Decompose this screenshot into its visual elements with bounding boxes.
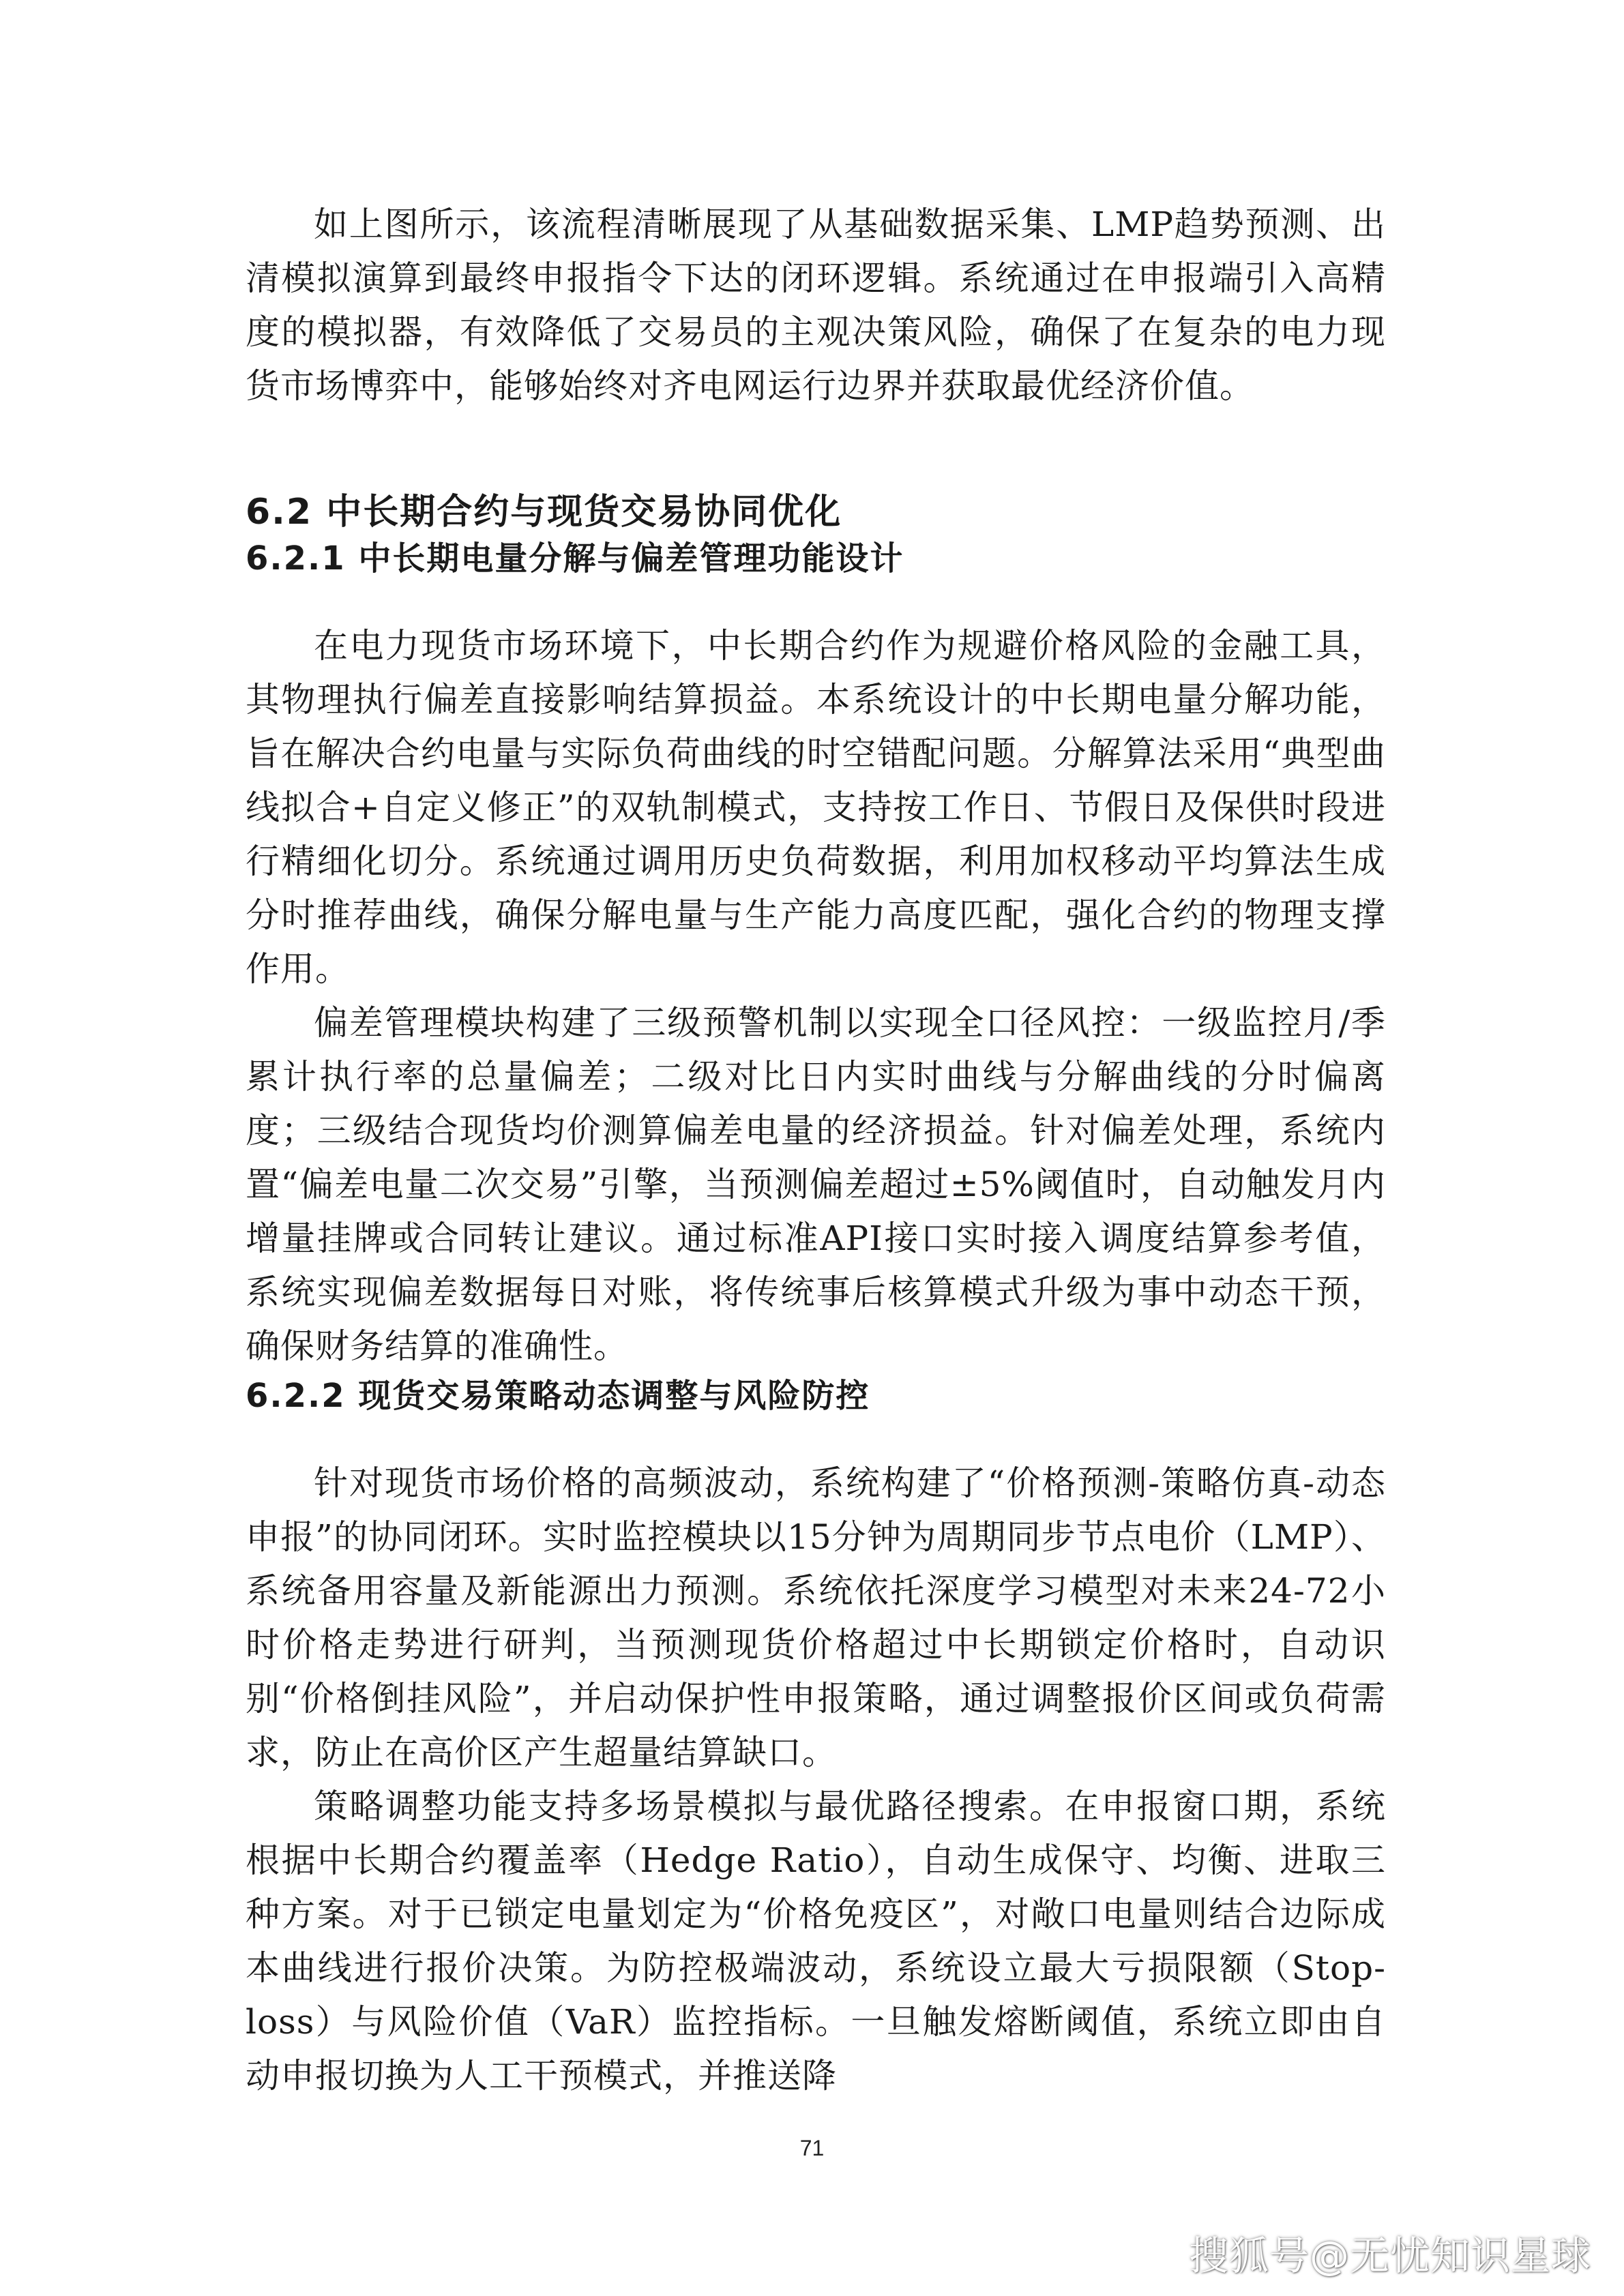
paragraph-spot-strategy: 针对现货市场价格的高频波动，系统构建了“价格预测-策略仿真-动态申报”的协同闭环。实时监控模块以15分钟为周期同步节点电价（LMP）、系统备用容量及新能源出力预测。系统依托深度学习模型对未来24-72小时价格走势进行研判，当预测现货价格超过中长期锁定价格时，自动识别“价格倒挂风险”，并启动保护性申报策略，通过调整报价区间或负荷需求，防止在高价区产生超量结算缺口。: [246, 1463, 1386, 1772]
page-number: 71: [799, 2136, 825, 2160]
subsection-heading-6-2-2: 6.2.2 现货交易策略动态调整与风险防控: [246, 1377, 870, 1415]
section-heading: 6.2 中长期合约与现货交易协同优化: [246, 492, 842, 533]
document-page: [246, 198, 1386, 2103]
paragraph-decomposition: 在电力现货市场环境下，中长期合约作为规避价格风险的金融工具，其物理执行偏差直接影响结算损益。本系统设计的中长期电量分解功能，旨在解决合约电量与实际负荷曲线的时空错配问题。分解算法采用“典型曲线拟合+自定义修正”的双轨制模式，支持按工作日、节假日及保供时段进行精细化切分。系统通过调用历史负荷数据，利用加权移动平均算法生成分时推荐曲线，确保分解电量与生产能力高度匹配，强化合约的物理支撑作用。: [246, 626, 1386, 989]
paragraph-deviation-management: 偏差管理模块构建了三级预警机制以实现全口径风控：一级监控月/季累计执行率的总量偏差；二级对比日内实时曲线与分解曲线的分时偏离度；三级结合现货均价测算偏差电量的经济损益。针对偏差处理，系统内置“偏差电量二次交易”引擎，当预测偏差超过±5%阈值时，自动触发月内增量挂牌或合同转让建议。通过标准API接口实时接入调度结算参考值，系统实现偏差数据每日对账，将传统事后核算模式升级为事中动态干预，确保财务结算的准确性。: [246, 1003, 1386, 1366]
subsection-heading-6-2-1: 6.2.1 中长期电量分解与偏差管理功能设计: [246, 539, 904, 578]
paragraph-risk-control: 策略调整功能支持多场景模拟与最优路径搜索。在申报窗口期，系统根据中长期合约覆盖率（Hedge Ratio），自动生成保守、均衡、进取三种方案。对于已锁定电量划定为“价格免疫区”，对敞口电量则结合边际成本曲线进行报价决策。为防控极端波动，系统设立最大亏损限额（Stop-loss）与风险价值（VaR）监控指标。一旦触发熔断阈值，系统立即由自动申报切换为人工干预模式，并推送降: [246, 1787, 1386, 2096]
intro-paragraph: 如上图所示，该流程清晰展现了从基础数据采集、LMP趋势预测、出清模拟演算到最终申报指令下达的闭环逻辑。系统通过在申报端引入高精度的模拟器，有效降低了交易员的主观决策风险，确保了在复杂的电力现货市场博弈中，能够始终对齐电网运行边界并获取最优经济价值。: [246, 205, 1386, 406]
watermark: 搜狐号@无忧知识星球: [1188, 2233, 1591, 2279]
